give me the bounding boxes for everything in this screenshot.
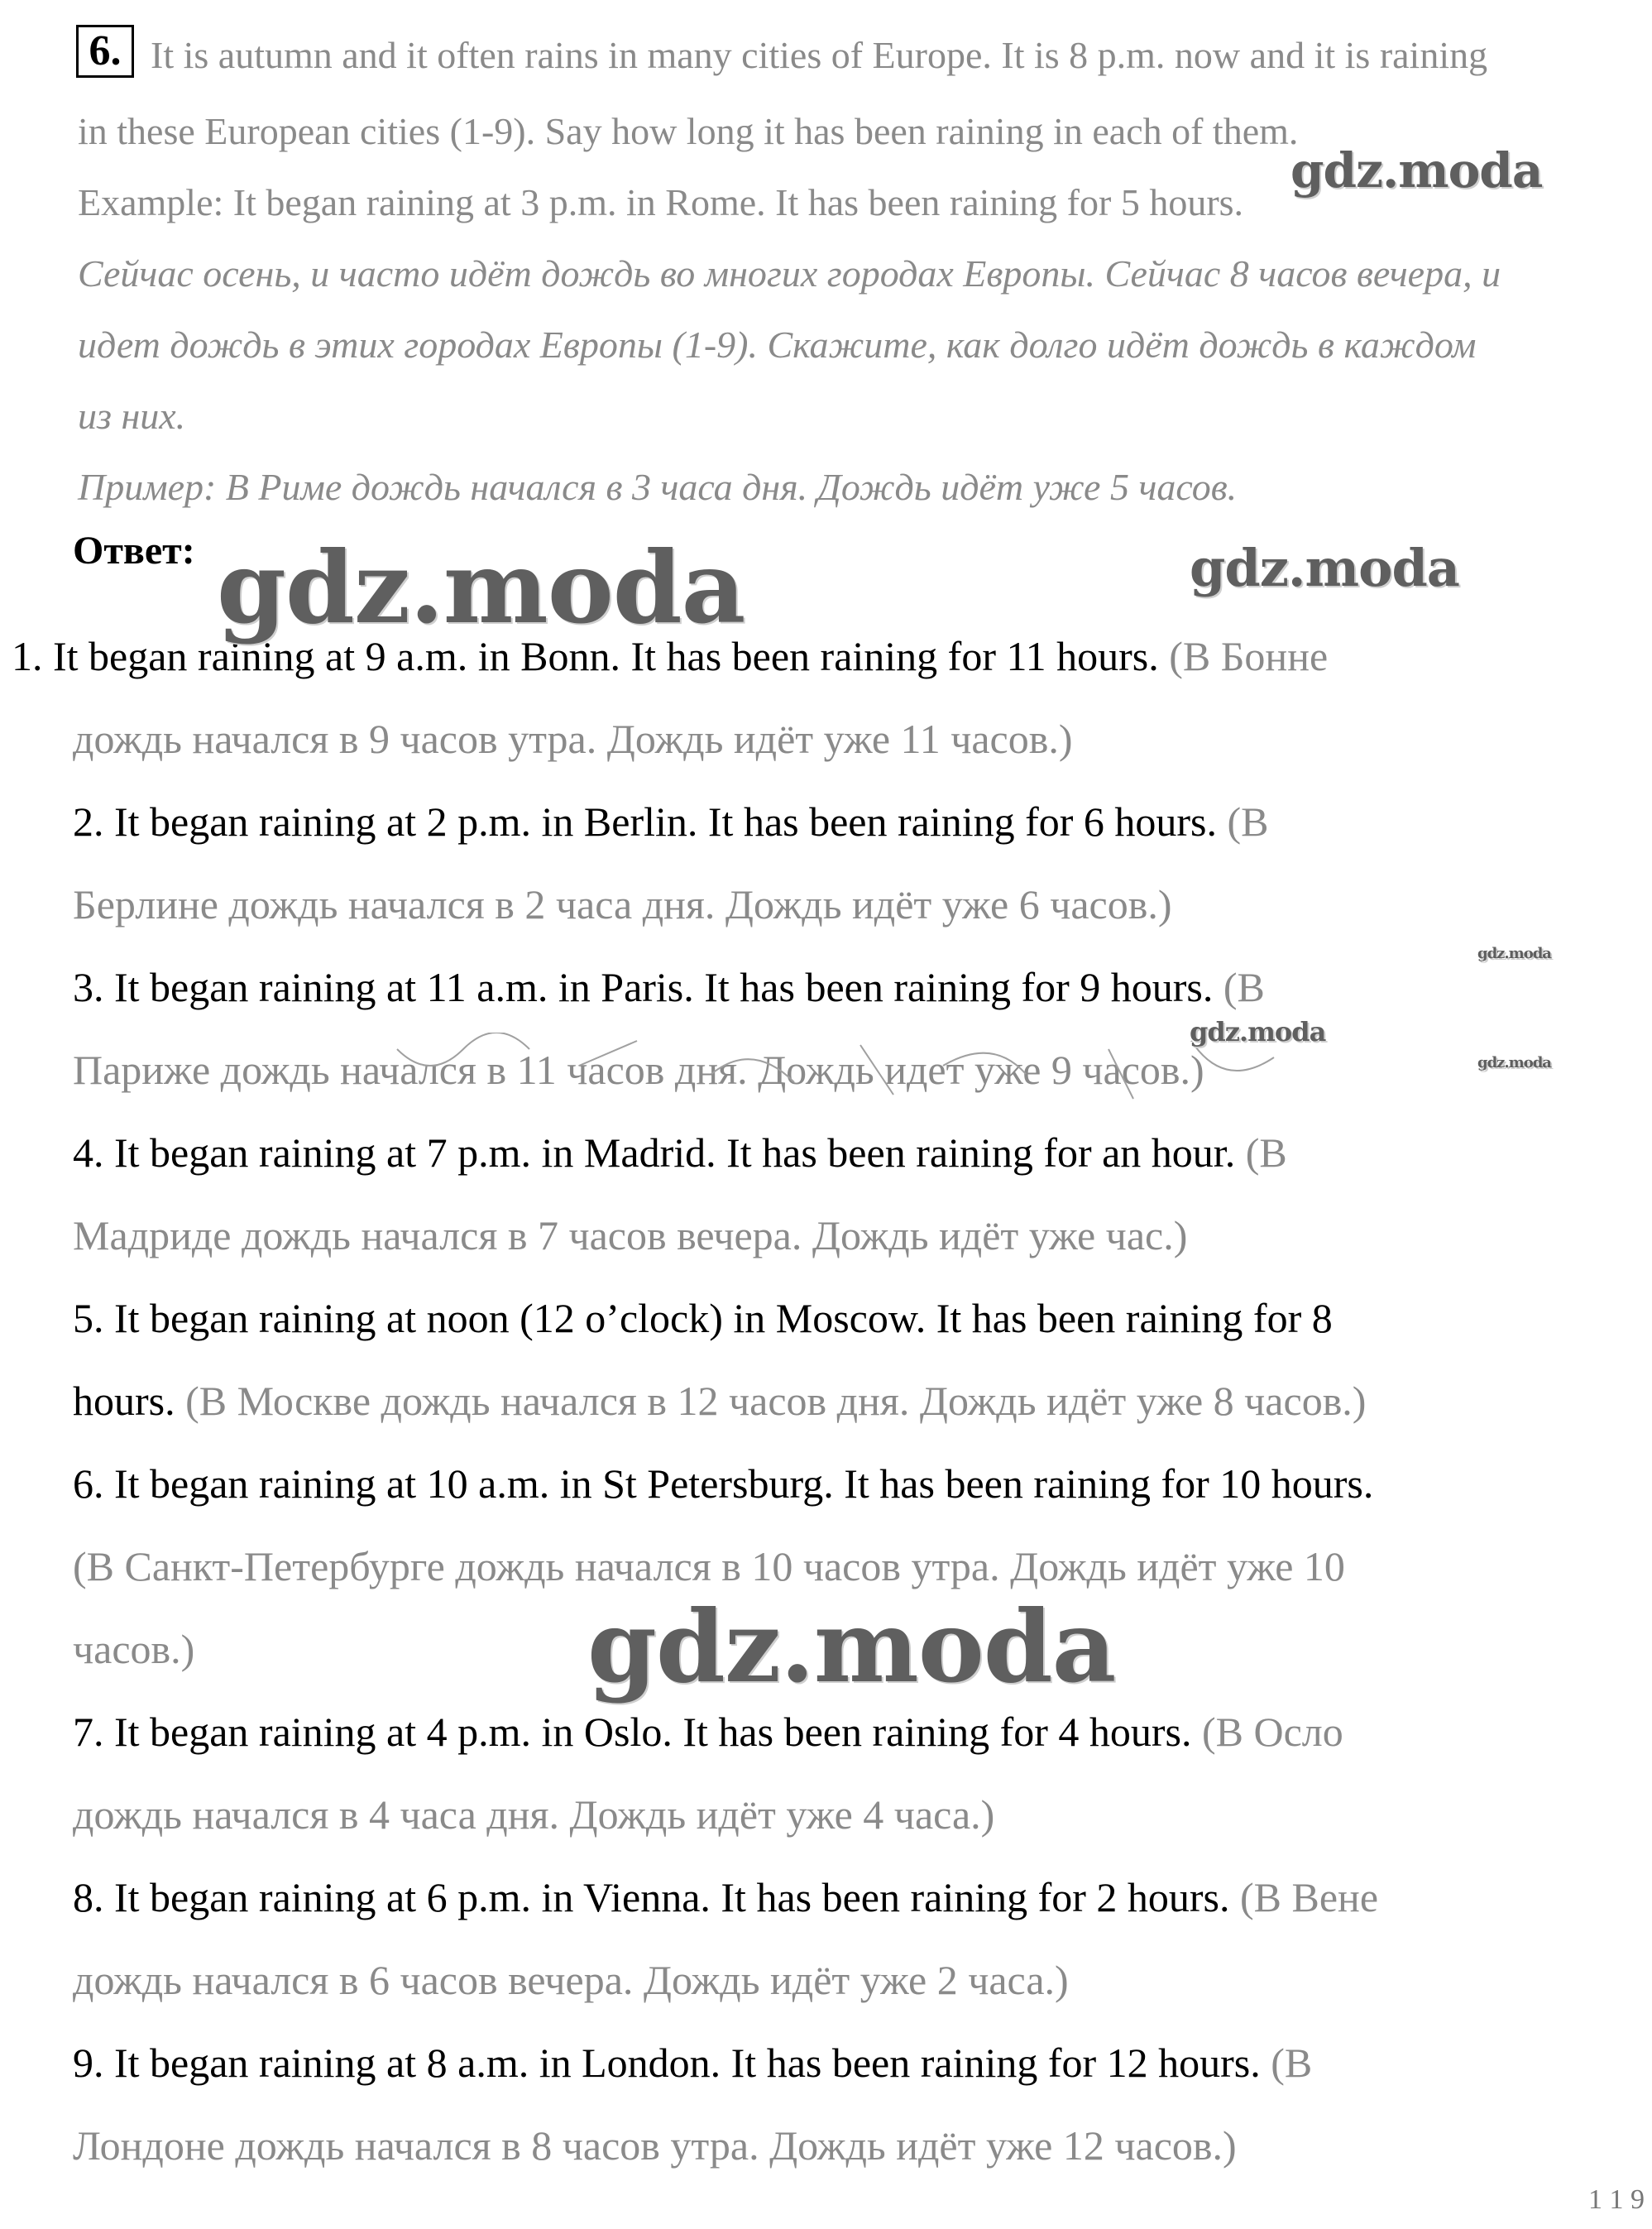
answer-6-line-2: (В Санкт-Петербурге дождь начался в 10 часов утра. Дождь идёт уже 10 <box>73 1543 1345 1589</box>
answer-7-line-1: 7. It began raining at 4 p.m. in Oslo. It has been raining for 4 hours. (В Осло <box>73 1709 1343 1755</box>
task-text-en-line-2: in these European cities (1-9). Say how long it has been raining in each of them. <box>78 110 1299 152</box>
watermark-large-center: gdz.moda <box>587 1589 1116 1705</box>
watermark-tiny-2: gdz.moda <box>1477 1054 1551 1071</box>
example-en: Example: It began raining at 3 p.m. in Rome. It has been raining for 5 hours. <box>78 181 1244 223</box>
answer-7-line-2: дождь начался в 4 часа дня. Дождь идёт уже 4 часа.) <box>73 1791 995 1838</box>
watermark-small: gdz.moda <box>1190 1016 1326 1047</box>
answer-9-line-2: Лондоне дождь начался в 8 часов утра. Дождь идёт уже 12 часов.) <box>73 2122 1237 2169</box>
answer-8-line-1: 8. It began raining at 6 p.m. in Vienna. It has been raining for 2 hours. (В Вене <box>73 1874 1379 1920</box>
page-number-fragment: 1 1 9 <box>1588 2184 1645 2215</box>
exercise-number: 6. <box>76 25 134 78</box>
answer-4-line-1: 4. It began raining at 7 p.m. in Madrid. It has been raining for an hour. (В <box>73 1129 1287 1176</box>
answer-2-line-2: Берлине дождь начался в 2 часа дня. Дождь идёт уже 6 часов.) <box>73 881 1172 928</box>
answer-8-line-2: дождь начался в 6 часов вечера. Дождь идёт уже 2 часа.) <box>73 1957 1069 2003</box>
answer-3-line-1: 3. It began raining at 11 a.m. in Paris. It has been raining for 9 hours. (В <box>73 964 1265 1010</box>
answer-1-line-2: дождь начался в 9 часов утра. Дождь идёт уже 11 часов.) <box>73 716 1073 762</box>
example-ru: Пример: В Риме дождь начался в 3 часа дня. Дождь идёт уже 5 часов. <box>78 466 1238 508</box>
task-text-ru-line-2: идет дождь в этих городах Европы (1-9). Скажите, как долго идёт дождь в каждом <box>78 324 1477 366</box>
task-text-en-line-1: It is autumn and it often rains in many cities of Europe. It is 8 p.m. now and it is raining <box>151 34 1488 76</box>
watermark-top-right: gdz.moda <box>1290 142 1543 199</box>
answer-3-line-2: Париже дождь начался в 11 часов дня. Дождь идет уже 9 часов.) <box>73 1047 1204 1093</box>
answer-5-line-1: 5. It began raining at noon (12 o’clock) in Moscow. It has been raining for 8 <box>73 1295 1333 1341</box>
answer-2-line-1: 2. It began raining at 2 p.m. in Berlin. It has been raining for 6 hours. (В <box>73 798 1269 845</box>
watermark-large-left: gdz.moda <box>217 530 745 646</box>
watermark-tiny-1: gdz.moda <box>1477 945 1551 962</box>
task-text-ru-line-1: Сейчас осень, и часто идёт дождь во многих городах Европы. Сейчас 8 часов вечера, и <box>78 252 1501 295</box>
answer-6-line-1: 6. It began raining at 10 a.m. in St Petersburg. It has been raining for 10 hours. <box>73 1460 1374 1507</box>
answer-9-line-1: 9. It began raining at 8 a.m. in London. It has been raining for 12 hours. (В <box>73 2040 1313 2086</box>
task-text-ru-line-3: из них. <box>78 395 186 437</box>
answer-6-line-3: часов.) <box>73 1626 195 1672</box>
answer-5-line-2: hours. (В Москве дождь начался в 12 часов дня. Дождь идёт уже 8 часов.) <box>73 1378 1367 1424</box>
answer-1-line-1: 1. It began raining at 9 a.m. in Bonn. It has been raining for 11 hours. (В Бонне <box>12 633 1329 679</box>
answer-4-line-2: Мадриде дождь начался в 7 часов вечера. Дождь идёт уже час.) <box>73 1212 1188 1258</box>
answer-label: Ответ: <box>73 529 195 573</box>
watermark-right: gdz.moda <box>1190 538 1459 598</box>
